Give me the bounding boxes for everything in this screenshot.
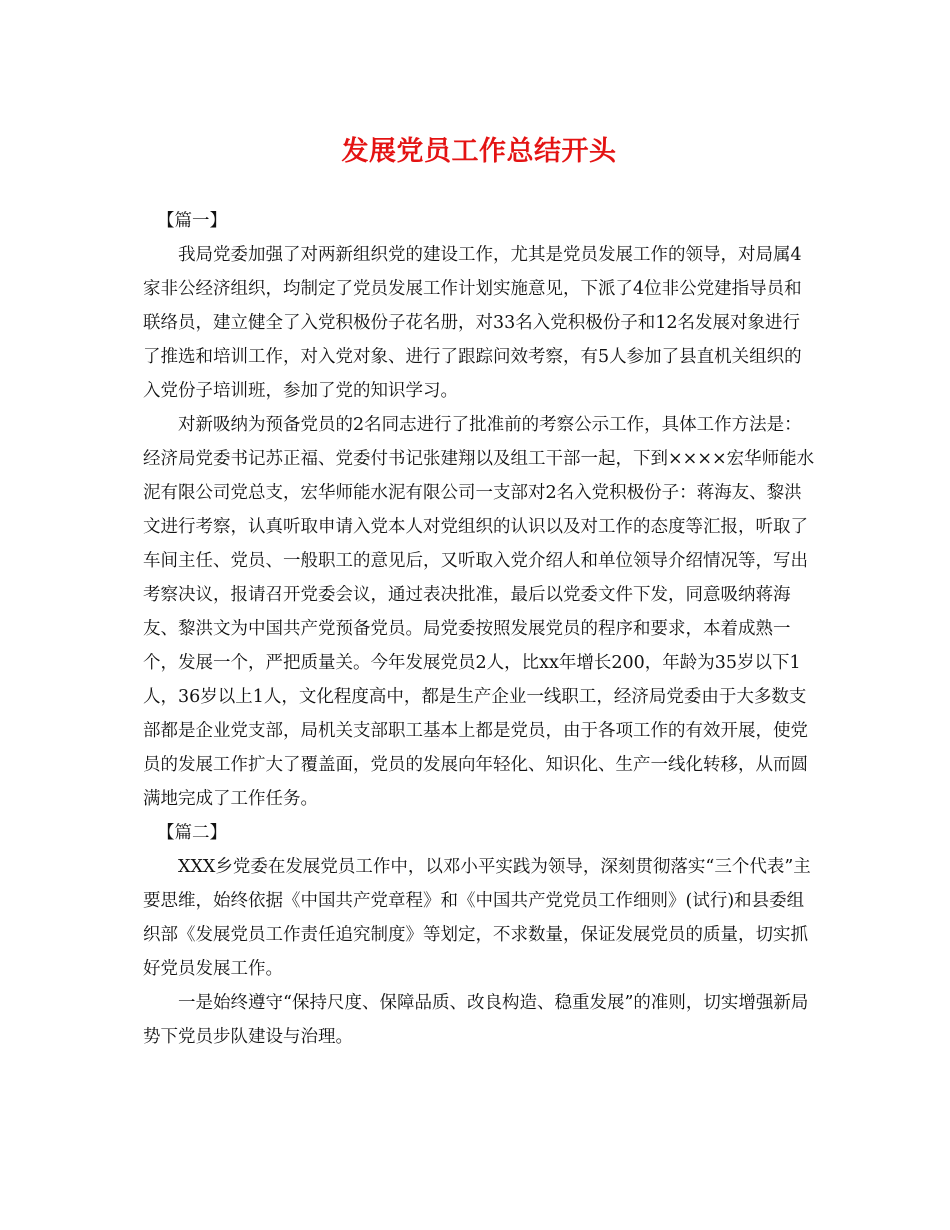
document-title: 发展党员工作总结开头 [341, 136, 617, 167]
document-body [143, 204, 815, 1054]
paragraph-2: 对新吸纳为预备党员的2名同志进行了批准前的考察公示工作，具体工作方法是：经济局党委书记苏正福、党委付书记张建翔以及组工干部一起，下到××××宏华师能水泥有限公司党总支，宏华师能水泥有限公司一支部对2名入党积极份子：蒋海友、黎洪文进行考察，认真听取申请入党本人对党组织的认识以及对工作的态度等汇报，听取了车间主任、党员、一般职工的意见后，又听取入党介绍人和单位领导介绍情况等，写出考察决议，报请召开党委会议，通过表决批准，最后以党委文件下发，同意吸纳蒋海友、黎洪文为中国共产党预备党员。局党委按照发展党员的程序和要求，本着成熟一个，发展一个，严把质量关。今年发展党员2人，比xx年增长200，年龄为35岁以下1人，36岁以上1人，文化程度高中，都是生产企业一线职工，经济局党委由于大多数支部都是企业党支部，局机关支部职工基本上都是党员，由于各项工作的有效开展，使党员的发展工作扩大了覆盖面，党员的发展向年轻化、知识化、生产一线化转移，从而圆满地完成了工作任务。 [143, 415, 815, 809]
paragraph-3: XXX乡党委在发展党员工作中，以邓小平实践为领导，深刻贯彻落实“三个代表”主要思维，始终依据《中国共产党章程》和《中国共产党党员工作细则》(试行)和县委组织部《发展党员工作责任追究制度》等划定，不求数量，保证发展党员的质量，切实抓好党员发展工作。 [143, 857, 811, 979]
section-heading-2: 【篇二】 [157, 823, 227, 843]
paragraph-1: 我局党委加强了对两新组织党的建设工作，尤其是党员发展工作的领导，对局属4家非公经济组织，均制定了党员发展工作计划实施意见，下派了4位非公党建指导员和联络员，建立健全了入党积极份子花名册，对33名入党积极份子和12名发展对象进行了推选和培训工作，对入党对象、进行了跟踪问效考察，有5人参加了县直机关组织的入党份子培训班，参加了党的知识学习。 [143, 245, 802, 401]
section-heading-1: 【篇一】 [157, 211, 227, 231]
paragraph-4: 一是始终遵守“保持尺度、保障品质、改良构造、稳重发展”的准则，切实增强新局势下党员步队建设与治理。 [143, 993, 809, 1047]
